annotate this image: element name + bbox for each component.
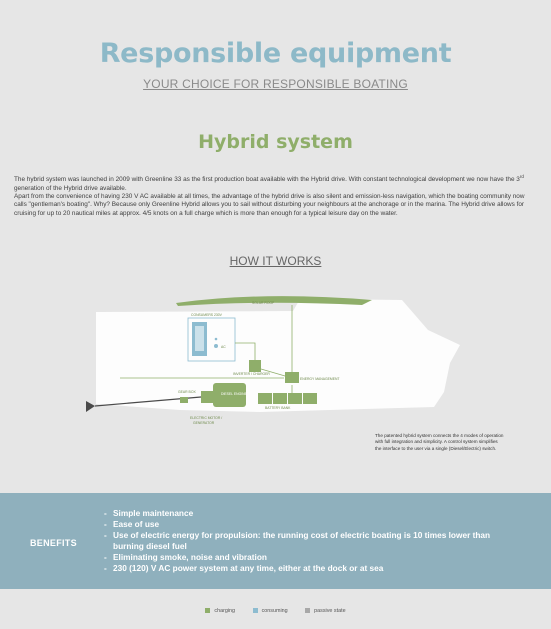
bullet-dash: -: [104, 530, 107, 540]
label-consumers: CONSUMERS 230V: [191, 313, 222, 317]
page-subtitle: YOUR CHOICE FOR RESPONSIBLE BOATING: [143, 77, 408, 91]
intro-p1-sup: rd: [519, 174, 524, 179]
label-energy-management: ENERGY MANAGEMENT: [300, 377, 340, 381]
energy-management-box: [285, 372, 299, 383]
label-battery-bank: BATTERY BANK: [265, 406, 291, 410]
label-electric-motor: ELECTRIC MOTOR /: [190, 416, 223, 420]
diagram-caption: The patented hybrid system connects the 4 modes of operation with full integration and simplicity. A control system simplifies the interface to the user via a single (Diesel/Electric) switch.: [375, 433, 504, 451]
label-ac: AC: [221, 345, 226, 349]
legend-swatch: [205, 608, 210, 613]
label-solar-roof: SOLAR ROOF: [252, 301, 275, 305]
label-generator: GENERATOR: [193, 421, 215, 425]
legend-item-consuming: [253, 608, 288, 614]
benefit-item: [104, 508, 504, 519]
benefit-item: [104, 519, 504, 530]
benefits-band: [0, 493, 551, 589]
benefits-list: [104, 508, 504, 574]
benefit-item: [104, 552, 504, 563]
label-inverter: INVERTER / CHARGER: [233, 372, 270, 376]
bullet-dash: -: [104, 552, 107, 562]
intro-text: [14, 173, 538, 218]
battery-cell: [258, 393, 272, 404]
battery-cell: [288, 393, 302, 404]
intro-paragraph-1: [14, 173, 538, 193]
legend-item-passive: [305, 608, 345, 614]
benefits-label: BENEFITS: [30, 538, 77, 548]
label-gear-box: GEAR BOX: [178, 390, 196, 394]
electric-motor: [180, 397, 188, 403]
outlet-icon: [214, 344, 218, 348]
page-title: Responsible equipment: [99, 38, 452, 69]
battery-cell: [303, 393, 317, 404]
bullet-dash: -: [104, 508, 107, 518]
hybrid-boat-diagram: [0, 290, 551, 440]
benefit-item: [104, 563, 504, 574]
battery-cell: [273, 393, 287, 404]
how-it-works-title: HOW IT WORKS: [229, 254, 322, 268]
outlet-icon: [215, 338, 218, 341]
inverter-box: [249, 360, 261, 372]
consumers-panel-inner: [195, 326, 204, 351]
benefit-text: 230 (120) V AC power system at any time, either at the dock or at sea: [113, 563, 384, 573]
benefit-item: [104, 530, 504, 552]
benefit-text: Use of electric energy for propulsion: the running cost of electric boating is 10 times lower than burning diesel fuel: [113, 530, 491, 551]
bullet-dash: -: [104, 519, 107, 529]
legend-item-charging: [205, 608, 235, 614]
legend-label: charging: [214, 608, 236, 614]
propeller: [86, 401, 95, 412]
intro-p1-text-b: generation of the Hybrid drive available.: [14, 184, 127, 192]
legend-swatch: [305, 608, 310, 613]
intro-paragraph-2: Apart from the convenience of having 230 V AC available at all times, the advantage of the hybrid drive is also silent and emission-less navigation, which the boating community now calls "gentleman's boating". Why? Because only Greenline Hybrid allows you to sail without disturbing your neighbours at the anchorage or in the marina. The Hybrid drive allows for cruising for up to 20 nautical miles at approx. 4/5 knots on a full charge which is more than enough for a typical leisure day on the water.: [14, 192, 525, 217]
legend-swatch: [253, 608, 258, 613]
legend-label: passive state: [314, 608, 346, 614]
benefit-text: Eliminating smoke, noise and vibration: [113, 552, 267, 562]
hybrid-system-title: Hybrid system: [198, 131, 353, 153]
legend: [0, 608, 551, 614]
benefit-text: Ease of use: [113, 519, 160, 529]
bullet-dash: -: [104, 563, 107, 573]
gear-box: [201, 391, 213, 403]
legend-label: consuming: [261, 608, 288, 614]
intro-p1-text-a: The hybrid system was launched in 2009 with Greenline 33 as the first production boat available with the Hybrid drive. With constant technological development we now have the 3: [14, 176, 520, 184]
label-diesel-engine: DIESEL ENGINE: [221, 392, 247, 396]
benefit-text: Simple maintenance: [113, 508, 194, 518]
